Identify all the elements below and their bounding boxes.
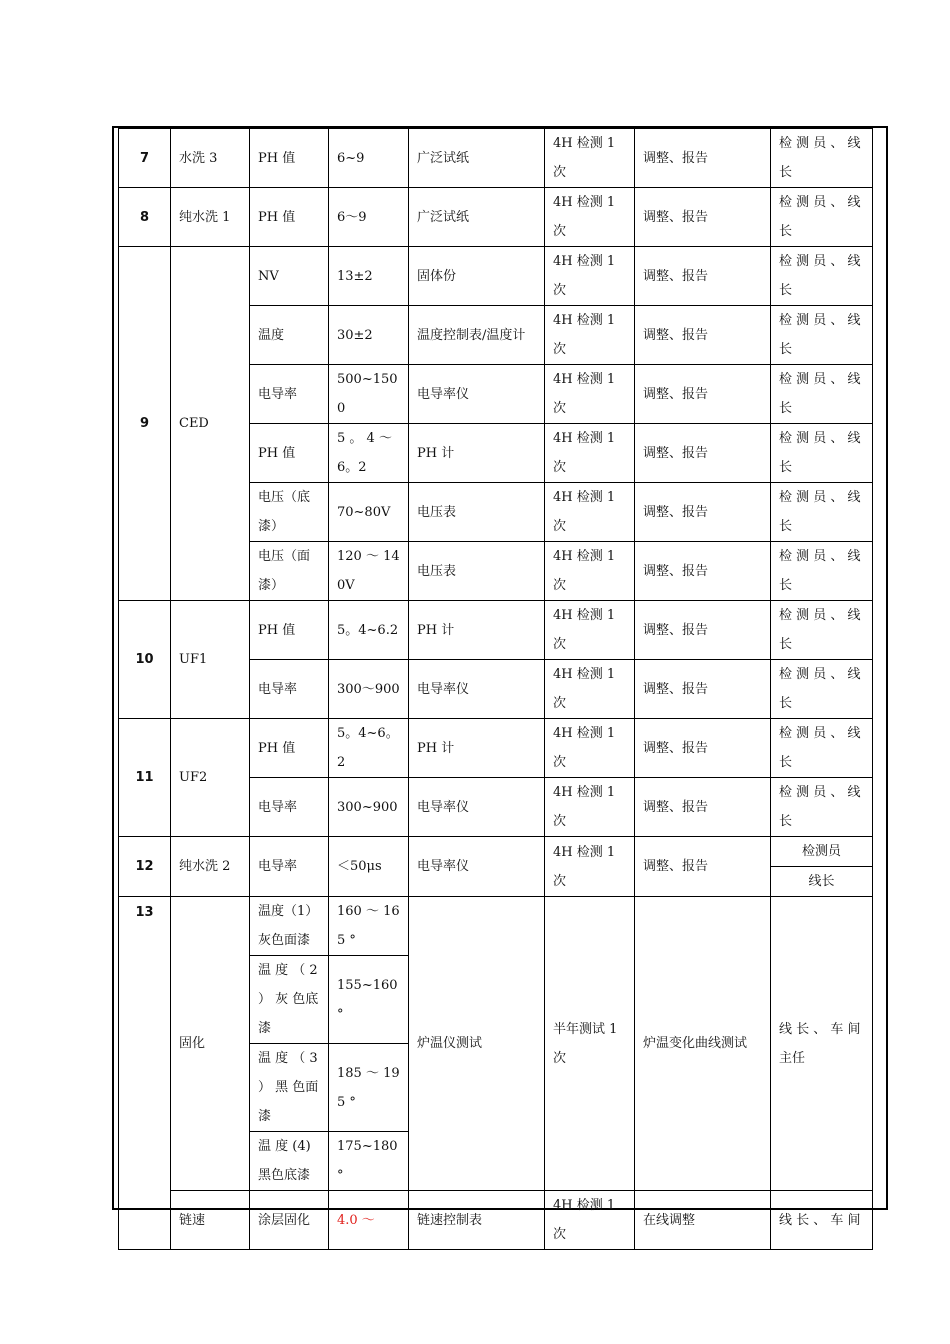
standard-cell: 70~80V xyxy=(329,483,409,542)
tool-cell: 电压表 xyxy=(409,483,545,542)
item-cell: 温度（1）灰色面漆 xyxy=(250,897,329,956)
row-number: 12 xyxy=(119,837,171,897)
process-cell: CED xyxy=(171,247,250,601)
table-row xyxy=(119,247,873,306)
item-cell: 电压（底漆） xyxy=(250,483,329,542)
owner-cell: 检 测 员 、 线 长 xyxy=(771,719,873,778)
item-cell: PH 值 xyxy=(250,424,329,483)
standard-cell: 160 ～ 165 ° xyxy=(329,897,409,956)
process-cell: 纯水洗 2 xyxy=(171,837,250,897)
item-cell: PH 值 xyxy=(250,601,329,660)
standard-cell: 300~900 xyxy=(329,778,409,837)
owner-cell: 检 测 员 、 线 长 xyxy=(771,424,873,483)
owner-cell: 检 测 员 、 线 长 xyxy=(771,542,873,601)
action-cell: 炉温变化曲线测试 xyxy=(635,897,771,1191)
action-cell: 调整、报告 xyxy=(635,601,771,660)
process-cell: UF1 xyxy=(171,601,250,719)
row-number: 10 xyxy=(119,601,171,719)
action-cell: 调整、报告 xyxy=(635,129,771,188)
tool-cell: 链速控制表 xyxy=(409,1191,545,1250)
action-cell: 调整、报告 xyxy=(635,365,771,424)
frequency-cell: 4H 检测 1 次 xyxy=(545,483,635,542)
standard-cell: 155~160 ° xyxy=(329,956,409,1044)
owner-cell: 检 测 员 、 线 长 xyxy=(771,365,873,424)
process-cell: 纯水洗 1 xyxy=(171,188,250,247)
table-row xyxy=(119,188,873,247)
frequency-cell: 4H 检测 1 次 xyxy=(545,129,635,188)
item-cell: 电压（面漆） xyxy=(250,542,329,601)
action-cell: 调整、报告 xyxy=(635,778,771,837)
owner-cell: 检测员 xyxy=(771,837,873,867)
frequency-cell: 4H 检测 1 次 xyxy=(545,424,635,483)
tool-cell: 固体份 xyxy=(409,247,545,306)
tool-cell: PH 计 xyxy=(409,424,545,483)
standard-cell: 6～9 xyxy=(329,188,409,247)
process-cell: UF2 xyxy=(171,719,250,837)
action-cell: 调整、报告 xyxy=(635,247,771,306)
action-cell: 在线调整 xyxy=(635,1191,771,1250)
standard-cell: 5。4~6。2 xyxy=(329,719,409,778)
tool-cell: 广泛试纸 xyxy=(409,188,545,247)
item-cell: 电导率 xyxy=(250,365,329,424)
tool-cell: 电压表 xyxy=(409,542,545,601)
process-cell: 水洗 3 xyxy=(171,129,250,188)
standard-cell: 175~180 ° xyxy=(329,1132,409,1191)
frequency-cell: 4H 检测 1 次 xyxy=(545,1191,635,1250)
table-row xyxy=(119,601,873,660)
standard-cell: 5。4~6.2 xyxy=(329,601,409,660)
owner-cell: 线 长 、 车 间 xyxy=(771,1191,873,1250)
item-cell: NV xyxy=(250,247,329,306)
item-cell: 温 度 （ 3 ） 黑 色面漆 xyxy=(250,1044,329,1132)
owner-cell: 检 测 员 、 线 长 xyxy=(771,778,873,837)
frequency-cell: 4H 检测 1 次 xyxy=(545,660,635,719)
standard-cell: 6~9 xyxy=(329,129,409,188)
tool-cell: 炉温仪测试 xyxy=(409,897,545,1191)
frequency-cell: 4H 检测 1 次 xyxy=(545,365,635,424)
item-cell: 电导率 xyxy=(250,837,329,897)
table-row xyxy=(119,1191,873,1250)
owner-cell: 检 测 员 、 线 长 xyxy=(771,660,873,719)
item-cell: 电导率 xyxy=(250,778,329,837)
owner-cell: 线 长 、 车 间 主任 xyxy=(771,897,873,1191)
row-number: 7 xyxy=(119,129,171,188)
table-row xyxy=(119,129,873,188)
tool-cell: 电导率仪 xyxy=(409,778,545,837)
owner-cell: 检 测 员 、 线 长 xyxy=(771,306,873,365)
standard-cell: 120 ～ 140V xyxy=(329,542,409,601)
tool-cell: 电导率仪 xyxy=(409,837,545,897)
frequency-cell: 4H 检测 1 次 xyxy=(545,306,635,365)
action-cell: 调整、报告 xyxy=(635,719,771,778)
standard-cell: 300～900 xyxy=(329,660,409,719)
item-cell: PH 值 xyxy=(250,188,329,247)
tool-cell: 电导率仪 xyxy=(409,660,545,719)
table-row xyxy=(119,897,873,956)
action-cell: 调整、报告 xyxy=(635,188,771,247)
action-cell: 调整、报告 xyxy=(635,837,771,897)
table-row xyxy=(119,837,873,867)
owner-cell: 检 测 员 、 线 长 xyxy=(771,601,873,660)
row-number: 11 xyxy=(119,719,171,837)
frequency-cell: 4H 检测 1 次 xyxy=(545,542,635,601)
tool-cell: 广泛试纸 xyxy=(409,129,545,188)
owner-cell: 线长 xyxy=(771,867,873,897)
item-cell: 电导率 xyxy=(250,660,329,719)
standard-cell: ＜50μs xyxy=(329,837,409,897)
row-number: 13 xyxy=(119,897,171,1250)
tool-cell: PH 计 xyxy=(409,719,545,778)
standard-cell: 13±2 xyxy=(329,247,409,306)
item-cell: PH 值 xyxy=(250,129,329,188)
row-number: 8 xyxy=(119,188,171,247)
table-row xyxy=(119,719,873,778)
tool-cell: PH 计 xyxy=(409,601,545,660)
standard-cell: 5 。 4 ～ 6。2 xyxy=(329,424,409,483)
item-cell: 温 度 （ 2 ） 灰 色底漆 xyxy=(250,956,329,1044)
row-number: 9 xyxy=(119,247,171,601)
owner-cell: 检 测 员 、 线 长 xyxy=(771,129,873,188)
owner-cell: 检 测 员 、 线 长 xyxy=(771,188,873,247)
action-cell: 调整、报告 xyxy=(635,542,771,601)
item-cell: 温 度 (4) 黑色底漆 xyxy=(250,1132,329,1191)
action-cell: 调整、报告 xyxy=(635,306,771,365)
tool-cell: 温度控制表/温度计 xyxy=(409,306,545,365)
standard-cell: 500~1500 xyxy=(329,365,409,424)
action-cell: 调整、报告 xyxy=(635,660,771,719)
process-cell: 链速 xyxy=(171,1191,250,1250)
standard-cell: 30±2 xyxy=(329,306,409,365)
standard-cell: 185 ～ 195 ° xyxy=(329,1044,409,1132)
item-cell: PH 值 xyxy=(250,719,329,778)
item-cell: 涂层固化 xyxy=(250,1191,329,1250)
process-cell: 固化 xyxy=(171,897,250,1191)
tool-cell: 电导率仪 xyxy=(409,365,545,424)
frequency-cell: 半年测试 1 次 xyxy=(545,897,635,1191)
item-cell: 温度 xyxy=(250,306,329,365)
owner-cell: 检 测 员 、 线 长 xyxy=(771,247,873,306)
inspection-table xyxy=(118,128,873,1250)
action-cell: 调整、报告 xyxy=(635,424,771,483)
frequency-cell: 4H 检测 1 次 xyxy=(545,247,635,306)
standard-cell: 4.0 ～ xyxy=(329,1191,409,1250)
frequency-cell: 4H 检测 1 次 xyxy=(545,188,635,247)
owner-cell: 检 测 员 、 线 长 xyxy=(771,483,873,542)
action-cell: 调整、报告 xyxy=(635,483,771,542)
frequency-cell: 4H 检测 1 次 xyxy=(545,778,635,837)
frequency-cell: 4H 检测 1 次 xyxy=(545,719,635,778)
frequency-cell: 4H 检测 1 次 xyxy=(545,837,635,897)
frequency-cell: 4H 检测 1 次 xyxy=(545,601,635,660)
